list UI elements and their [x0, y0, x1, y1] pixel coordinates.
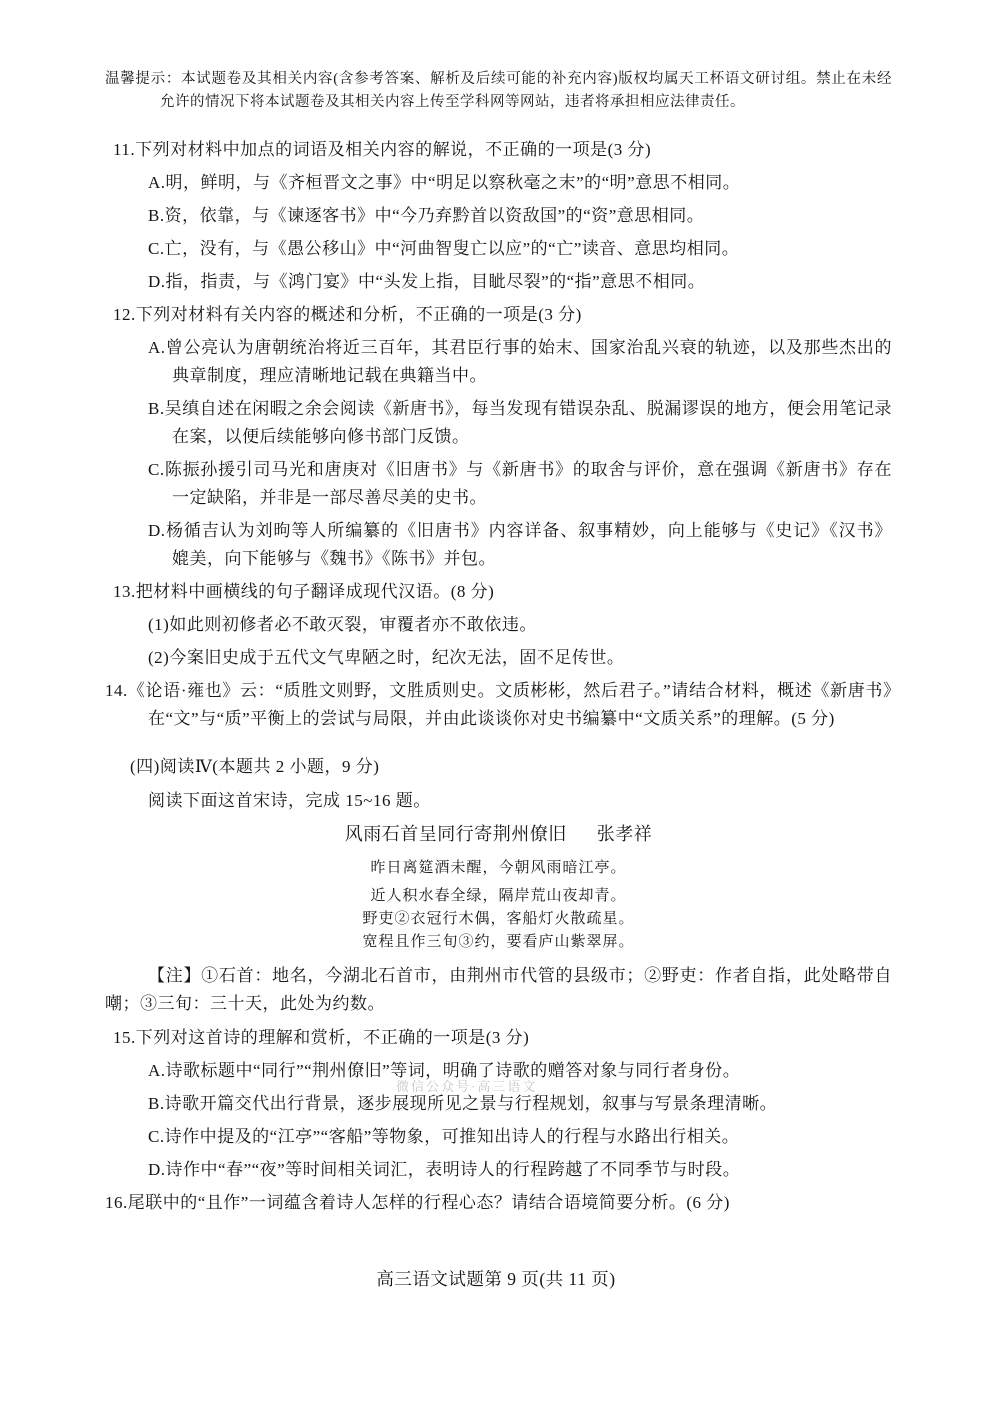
question-16-stem: 16.尾联中的“且作”一词蕴含着诗人怎样的行程心态？请结合语境简要分析。(6 分): [105, 1193, 730, 1212]
reading-section-4: [105, 753, 892, 1018]
question-11: [105, 136, 892, 296]
question-12-option-d: D.杨循吉认为刘昫等人所编纂的《旧唐书》内容详备、叙事精妙，向上能够与《史记》《汉书》媲美，向下能够与《魏书》《陈书》并包。: [148, 521, 892, 568]
watermark: 微信公众号·高三语文: [396, 1079, 538, 1094]
question-11-option-c: C.亡，没有，与《愚公移山》中“河曲智叟亡以应”的“亡”读音、意思均相同。: [148, 239, 740, 258]
question-13: [105, 578, 892, 672]
question-11-option-d: D.指，指责，与《鸿门宴》中“头发上指，目眦尽裂”的“指”意思不相同。: [148, 272, 706, 291]
exam-content: [105, 68, 892, 1217]
question-13-item-1: (1)如此则初修者必不敢灭裂，审覆者亦不敢依违。: [148, 615, 537, 634]
question-16: [105, 1189, 892, 1217]
poem-title: 风雨石首呈同行寄荆州僚旧: [344, 824, 567, 844]
question-12: [105, 301, 892, 573]
poem-author: 张孝祥: [596, 824, 653, 844]
question-12-option-a: A.曾公亮认为唐朝统治将近三百年，其君臣行事的始末、国家治乱兴衰的轨迹，以及那些杰出的典章制度，理应清晰地记载在典籍当中。: [148, 338, 892, 385]
question-15-option-b: B.诗歌开篇交代出行背景，逐步展现所见之景与行程规划，叙事与写景条理清晰。: [148, 1094, 778, 1113]
poem-line-1: 昨日离筵酒未醒，今朝风雨暗江亭。: [370, 860, 627, 876]
poem-body: [105, 857, 892, 954]
poem-line-3: 野吏②衣冠行木偶，客船灯火散疏星。: [362, 911, 635, 927]
question-15-option-d: D.诗作中“春”“夜”等时间相关词汇，表明诗人的行程跨越了不同季节与时段。: [148, 1160, 741, 1179]
section-4-heading: (四)阅读Ⅳ(本题共 2 小题，9 分): [130, 757, 380, 776]
question-12-stem: 12.下列对材料有关内容的概述和分析，不正确的一项是(3 分): [113, 305, 582, 324]
question-15-option-a: A.诗歌标题中“同行”“荆州僚旧”等词，明确了诗歌的赠答对象与同行者身份。: [148, 1061, 741, 1080]
question-15-stem: 15.下列对这首诗的理解和赏析，不正确的一项是(3 分): [113, 1028, 530, 1047]
question-13-item-2: (2)今案旧史成于五代文气卑陋之时，纪次无法，固不足传世。: [148, 648, 625, 667]
question-15-option-c: C.诗作中提及的“江亭”“客船”等物象，可推知出诗人的行程与水路出行相关。: [148, 1127, 740, 1146]
copyright-notice: 温馨提示：本试题卷及其相关内容(含参考答案、解析及后续可能的补充内容)版权均属天工杯语文研讨组。禁止在未经允许的情况下将本试题卷及其相关内容上传至学科网等网站，违者将承担相应法律责任。: [105, 71, 892, 110]
question-11-stem: 11.下列对材料中加点的词语及相关内容的解说，不正确的一项是(3 分): [113, 140, 652, 159]
question-15: [105, 1024, 892, 1184]
question-14-stem: 14.《论语·雍也》云：“质胜文则野，文胜质则史。文质彬彬，然后君子。”请结合材料，概述《新唐书》在“文”与“质”平衡上的尝试与局限，并由此谈谈你对史书编纂中“文质关系”的理解。(5 分): [105, 681, 892, 728]
poem-title-line: [105, 819, 892, 849]
page-footer: 高三语文试题第 9 页(共 11 页): [376, 1269, 616, 1289]
question-13-stem: 13.把材料中画横线的句子翻译成现代汉语。(8 分): [113, 582, 495, 601]
question-12-option-b: B.吴缜自述在闲暇之余会阅读《新唐书》，每当发现有错误杂乱、脱漏谬误的地方，便会用笔记录在案，以便后续能够向修书部门反馈。: [148, 399, 892, 446]
question-11-option-b: B.资，依靠，与《谏逐客书》中“今乃弃黔首以资敌国”的“资”意思相同。: [148, 206, 705, 225]
question-14: [105, 677, 892, 733]
poem-line-4: 宽程且作三旬③约，要看庐山紫翠屏。: [362, 934, 635, 950]
section-4-intro: 阅读下面这首宋诗，完成 15~16 题。: [148, 791, 431, 810]
question-11-option-a: A.明，鲜明，与《齐桓晋文之事》中“明足以察秋毫之末”的“明”意思不相同。: [148, 173, 741, 192]
poem-note: 【注】①石首：地名，今湖北石首市，由荆州市代管的县级市；②野吏：作者自指，此处略带自嘲；③三旬：三十天，此处为约数。: [105, 966, 892, 1013]
question-12-option-c: C.陈振孙援引司马光和唐庚对《旧唐书》与《新唐书》的取舍与评价，意在强调《新唐书》存在一定缺陷，并非是一部尽善尽美的史书。: [148, 460, 892, 507]
poem-line-2: 近人积水春全绿，隔岸荒山夜却青。: [370, 888, 627, 904]
